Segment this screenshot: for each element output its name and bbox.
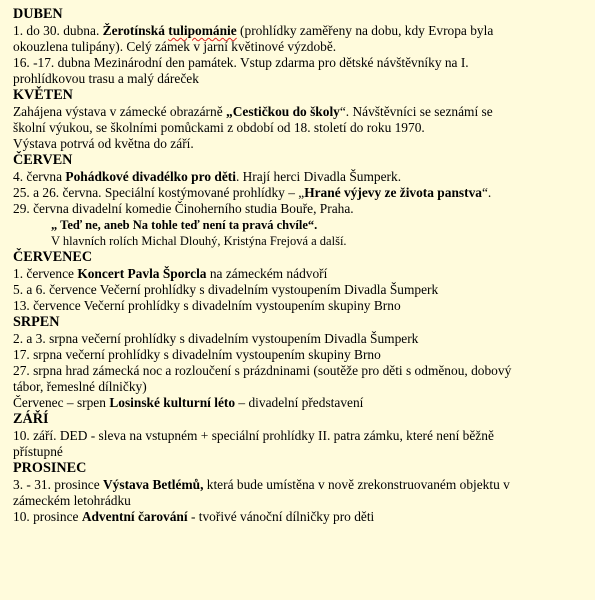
event-line: [13, 71, 589, 87]
event-text: Výstava potrvá od května do září.: [13, 136, 194, 151]
event-title: Výstava Betlémů,: [103, 477, 204, 492]
event-text: zámeckém letohrádku: [13, 493, 131, 508]
event-title: tulipománie: [168, 23, 237, 38]
event-text: . Hrají herci Divadla Šumperk.: [235, 169, 402, 184]
event-line: [13, 201, 589, 217]
event-text: 25. a 26. června. Speciální kostýmované prohlídky – „: [13, 185, 305, 200]
event-line: [13, 509, 589, 525]
event-text: 1. do 30. dubna.: [13, 23, 103, 38]
event-title: Adventní čarování: [81, 509, 188, 524]
event-text: V hlavních rolích Michal Dlouhý, Kristýna Frejová a další.: [51, 234, 347, 248]
event-text: (prohlídky zaměřeny na dobu, kdy Evropa byla: [236, 23, 494, 38]
event-text: okouzlena tulipány). Celý zámek v jarní květinové výzdobě.: [13, 39, 337, 54]
event-title: „ Teď ne, aneb Na tohle teď není ta pravá chvíle“.: [51, 218, 318, 232]
event-line: [13, 120, 589, 136]
event-title: „Cestičkou do školy: [226, 104, 340, 119]
event-line: [13, 477, 589, 493]
event-text: 2. a 3. srpna večerní prohlídky s divadelním vystoupením Divadla Šumperk: [13, 331, 419, 346]
event-text: 5. a 6. července Večerní prohlídky s divadelním vystoupením Divadla Šumperk: [13, 282, 439, 297]
event-text: tábor, řemeslné dílničky): [13, 379, 147, 394]
event-line: [13, 136, 589, 152]
event-line: [13, 39, 589, 55]
event-text: Červenec – srpen: [13, 395, 110, 410]
event-text: která bude umístěna v nově zrekonstruovaném objektu v: [203, 477, 510, 492]
event-line: [13, 363, 589, 379]
month-heading: SRPEN: [13, 314, 60, 330]
event-text: Zahájena výstava v zámecké obrazárně: [13, 104, 227, 119]
event-line: [13, 395, 589, 411]
month-heading: KVĚTEN: [13, 87, 73, 103]
event-line: [13, 444, 589, 460]
month-heading: ČERVEN: [13, 152, 73, 168]
event-text: – divadelní představení: [235, 395, 364, 410]
month-heading: DUBEN: [13, 6, 63, 22]
event-line: [13, 233, 589, 249]
event-text: - tvořivé vánoční dílničky pro děti: [187, 509, 375, 524]
event-line: [13, 217, 589, 233]
month-heading: ZÁŘÍ: [13, 411, 49, 427]
event-text: 13. července Večerní prohlídky s divadelním vystoupením skupiny Brno: [13, 298, 401, 313]
event-line: [13, 298, 589, 314]
event-text: školní výukou, se školními pomůckami z období od 18. století do roku 1970.: [13, 120, 425, 135]
event-text: 29. června divadelní komedie Činoherního studia Bouře, Praha.: [13, 201, 354, 216]
event-text: 17. srpna večerní prohlídky s divadelním vystoupením skupiny Brno: [13, 347, 381, 362]
event-line: [13, 331, 589, 347]
event-line: [13, 379, 589, 395]
event-text: 10. září. DED - sleva na vstupném + speciální prohlídky II. patra zámku, které není běžně: [13, 428, 494, 443]
event-text: “.: [481, 185, 492, 200]
event-text: přístupné: [13, 444, 63, 459]
event-text: 27. srpna hrad zámecká noc a rozloučení s prázdninami (soutěže pro děti s odměnou, dobový: [13, 363, 512, 378]
event-line: [13, 347, 589, 363]
event-line: [13, 169, 589, 185]
event-line: [13, 282, 589, 298]
event-text: 16. -17. dubna Mezinárodní den památek. Vstup zdarma pro dětské návštěvníky na I.: [13, 55, 469, 70]
event-text: 1. července: [13, 266, 78, 281]
event-line: [13, 266, 589, 282]
event-text: na zámeckém nádvoří: [206, 266, 328, 281]
event-line: [13, 428, 589, 444]
event-title: Pohádkové divadélko pro děti: [65, 169, 236, 184]
event-line: [13, 104, 589, 120]
event-line: [13, 55, 589, 71]
event-line: [13, 23, 589, 39]
event-line: [13, 493, 589, 509]
event-title: Hrané výjevy ze života panstva: [304, 185, 482, 200]
event-title: Žerotínská: [102, 23, 169, 38]
event-text: 3. - 31. prosince: [13, 477, 103, 492]
event-text: 10. prosince: [13, 509, 82, 524]
month-heading: PROSINEC: [13, 460, 87, 476]
event-text: prohlídkovou trasu a malý dáreček: [13, 71, 199, 86]
event-title: Losinské kulturní léto: [109, 395, 236, 410]
event-text: 4. června: [13, 169, 66, 184]
event-text: “. Návštěvníci se seznámí se: [339, 104, 493, 119]
event-title: Koncert Pavla Šporcla: [77, 266, 207, 281]
event-line: [13, 185, 589, 201]
month-heading: ČERVENEC: [13, 249, 93, 265]
